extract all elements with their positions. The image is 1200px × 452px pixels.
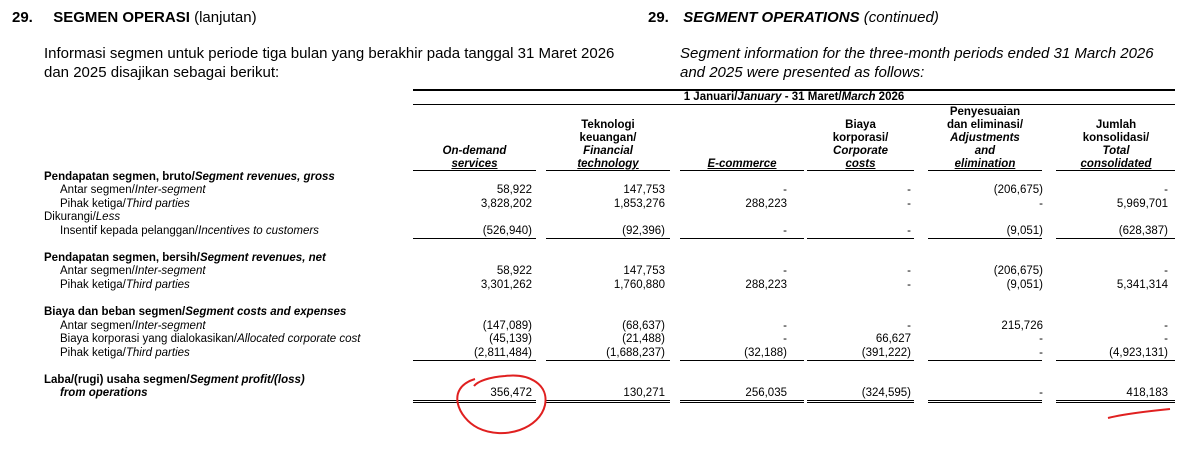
- col-header-line: and: [974, 145, 996, 157]
- cell-costs-third-0: (2,811,484): [474, 347, 532, 359]
- cell-profit-0: 356,472: [490, 387, 532, 399]
- col-header-line: services: [451, 158, 498, 170]
- col-header-line: E-commerce: [707, 158, 777, 170]
- red-underline-annotation: [1108, 409, 1170, 418]
- cell-net-third-0: 3,301,262: [480, 279, 532, 291]
- cell-gross-third-3: -: [907, 198, 911, 210]
- label-text: Allocated corporate cost: [237, 333, 361, 345]
- col-header-line: Biaya: [845, 119, 876, 131]
- section-number: 29.: [648, 9, 669, 26]
- cell-profit-4: -: [1039, 387, 1043, 399]
- label-text: Third parties: [125, 347, 190, 359]
- col-header-line: Corporate: [833, 145, 888, 157]
- section-number: 29.: [12, 9, 33, 26]
- label-text: Antar segmen/: [60, 265, 135, 277]
- cell-costs-alloc-3: 66,627: [875, 333, 911, 345]
- cell-net-third-4: (9,051): [1006, 279, 1043, 291]
- intro-line: Informasi segmen untuk periode tiga bulan yang berakhir pada tanggal 31 Maret 2026: [44, 45, 615, 62]
- cell-costs-third-5: (4,923,131): [1109, 347, 1168, 359]
- cell-costs-third-1: (1,688,237): [606, 347, 665, 359]
- cell-profit-3: (324,595): [861, 387, 911, 399]
- label-text: Segment revenues, net: [199, 252, 326, 264]
- cell-costs-alloc-1: (21,488): [622, 333, 665, 345]
- col-header-line: On-demand: [442, 145, 507, 157]
- section-title: SEGMENT OPERATIONS: [683, 9, 860, 26]
- label-text: Pendapatan segmen, bruto/: [44, 171, 195, 183]
- label-text: Biaya dan beban segmen/: [44, 306, 186, 318]
- label-text: Less: [95, 211, 121, 223]
- cell-gross-third-0: 3,828,202: [480, 198, 532, 210]
- label-text: Third parties: [125, 198, 190, 210]
- cell-incentive-0: (526,940): [482, 225, 532, 237]
- cell-gross-inter-4: (206,675): [993, 184, 1043, 196]
- section-title-suffix: (continued): [863, 9, 939, 26]
- cell-incentive-5: (628,387): [1118, 225, 1168, 237]
- intro-line: dan 2025 disajikan sebagai berikut:: [44, 64, 280, 81]
- cell-net-third-3: -: [907, 279, 911, 291]
- label-text: Laba/(rugi) usaha segmen/: [44, 374, 190, 386]
- label-text: Inter-segment: [134, 320, 206, 332]
- cell-gross-inter-2: -: [783, 184, 787, 196]
- label-text: Antar segmen/: [60, 184, 135, 196]
- label-text: Pihak ketiga/: [60, 347, 126, 359]
- cell-costs-inter-2: -: [783, 320, 787, 332]
- cell-costs-alloc-0: (45,139): [489, 333, 532, 345]
- cell-costs-alloc-2: -: [783, 333, 787, 345]
- cell-net-inter-1: 147,753: [623, 265, 665, 277]
- cell-costs-third-3: (391,222): [861, 347, 911, 359]
- cell-costs-inter-4: 215,726: [1001, 320, 1043, 332]
- cell-net-third-2: 288,223: [745, 279, 787, 291]
- col-header-line: Total: [1102, 145, 1130, 157]
- label-text: Dikurangi/: [44, 211, 96, 223]
- cell-gross-third-2: 288,223: [745, 198, 787, 210]
- cell-net-inter-4: (206,675): [993, 265, 1043, 277]
- col-header-line: Adjustments: [950, 132, 1020, 144]
- cell-net-inter-2: -: [783, 265, 787, 277]
- cell-profit-2: 256,035: [745, 387, 787, 399]
- cell-gross-inter-5: -: [1164, 184, 1168, 196]
- cell-gross-third-5: 5,969,701: [1116, 198, 1168, 210]
- col-header-line: korporasi/: [832, 132, 889, 144]
- col-header-line: dan eliminasi/: [946, 119, 1024, 131]
- cell-gross-third-1: 1,853,276: [613, 198, 665, 210]
- cell-profit-1: 130,271: [623, 387, 665, 399]
- col-header-line: Penyesuaian: [949, 106, 1021, 118]
- period-text: 2026: [875, 91, 905, 103]
- cell-gross-third-4: -: [1039, 198, 1043, 210]
- cell-net-third-1: 1,760,880: [613, 279, 665, 291]
- intro-line: Segment information for the three-month periods ended 31 March 2026: [680, 45, 1154, 62]
- cell-costs-alloc-5: -: [1164, 333, 1168, 345]
- cell-costs-inter-0: (147,089): [482, 320, 532, 332]
- red-circle-annotation: [457, 376, 545, 434]
- label-text: Pihak ketiga/: [60, 279, 126, 291]
- label-text: Third parties: [125, 279, 190, 291]
- label-text: Inter-segment: [134, 184, 206, 196]
- cell-profit-5: 418,183: [1126, 387, 1168, 399]
- section-title-suffix: (lanjutan): [194, 9, 257, 26]
- col-header-line: keuangan/: [579, 132, 637, 144]
- label-text: Antar segmen/: [60, 320, 135, 332]
- col-header-line: Teknologi: [581, 119, 635, 131]
- intro-line: and 2025 were presented as follows:: [680, 64, 925, 81]
- label-text: Incentives to customers: [198, 225, 319, 237]
- period-text: January: [737, 91, 782, 103]
- label-text: Pendapatan segmen, bersih/: [44, 252, 200, 264]
- label-text: Inter-segment: [134, 265, 206, 277]
- cell-incentive-3: -: [907, 225, 911, 237]
- label-text: Segment profit/(loss): [189, 374, 305, 386]
- col-header-line: costs: [845, 158, 876, 170]
- period-text: March: [841, 91, 876, 103]
- col-header-line: technology: [577, 158, 639, 170]
- cell-costs-inter-1: (68,637): [622, 320, 665, 332]
- col-header-line: elimination: [954, 158, 1016, 170]
- label-text: Insentif kepada pelanggan/: [60, 225, 199, 237]
- cell-incentive-4: (9,051): [1006, 225, 1043, 237]
- cell-gross-inter-3: -: [907, 184, 911, 196]
- col-header-line: Financial: [583, 145, 633, 157]
- cell-net-inter-5: -: [1164, 265, 1168, 277]
- cell-costs-alloc-4: -: [1039, 333, 1043, 345]
- col-header-line: Jumlah: [1095, 119, 1137, 131]
- col-header-line: konsolidasi/: [1082, 132, 1150, 144]
- cell-net-third-5: 5,341,314: [1116, 279, 1168, 291]
- section-title: SEGMEN OPERASI: [53, 9, 190, 26]
- label-text: Pihak ketiga/: [60, 198, 126, 210]
- period-text: - 31 Maret/: [781, 91, 842, 103]
- cell-net-inter-3: -: [907, 265, 911, 277]
- cell-net-inter-0: 58,922: [496, 265, 532, 277]
- period-text: 1 Januari/: [683, 91, 738, 103]
- col-header-line: consolidated: [1080, 158, 1152, 170]
- cell-incentive-1: (92,396): [622, 225, 665, 237]
- label-text: Segment revenues, gross: [194, 171, 335, 183]
- cell-costs-third-4: -: [1039, 347, 1043, 359]
- cell-gross-inter-0: 58,922: [496, 184, 532, 196]
- label-text: Segment costs and expenses: [185, 306, 347, 318]
- cell-incentive-2: -: [783, 225, 787, 237]
- cell-costs-inter-5: -: [1164, 320, 1168, 332]
- cell-gross-inter-1: 147,753: [623, 184, 665, 196]
- row-label-profit-line2: from operations: [60, 387, 148, 399]
- cell-costs-inter-3: -: [907, 320, 911, 332]
- label-text: Biaya korporasi yang dialokasikan/: [60, 333, 238, 345]
- cell-costs-third-2: (32,188): [744, 347, 787, 359]
